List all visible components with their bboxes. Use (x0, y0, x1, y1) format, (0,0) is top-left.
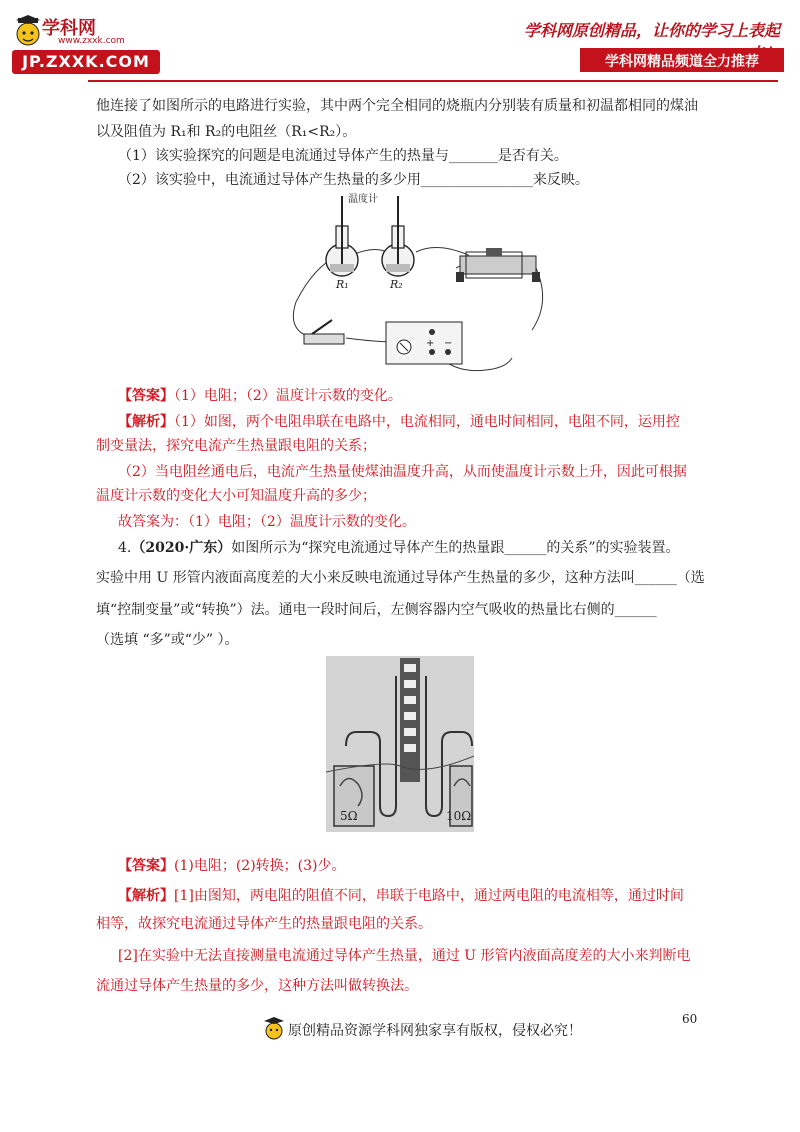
q3-analysis-1b: 制变量法，探究电流产生热量跟电阻的关系； (96, 438, 376, 454)
q4-analysis-2b: 流通过导体产生热量的多少，这种方法叫做转换法。 (96, 978, 418, 994)
header-slogan: 学科网原创精品，让你的学习上表起 (523, 21, 780, 40)
logo-domain[interactable]: JP.ZXXK.COM (22, 52, 150, 71)
q3-stem-line1: 他连接了如图所示的电路进行实验，其中两个完全相同的烧瓶内分别装有质量和初温都相同的煤油 (96, 98, 698, 114)
q3-answer-tag: 【答案】 (118, 388, 174, 404)
switch-icon (304, 320, 344, 344)
q4-source: （2020·广东） (131, 540, 232, 556)
svg-text:+: + (426, 338, 435, 349)
footer-mascot-icon (262, 1016, 286, 1042)
q3-stem-line2: 以及阻值为 R₁和 R₂的电阻丝（R₁<R₂）。 (96, 124, 357, 140)
label-10ohm: 10Ω (446, 809, 472, 823)
q4-analysis-2a: [2]在实验中无法直接测量电流通过导体产生热量，通过 U 形管内液面高度差的大小来判断电 (118, 948, 691, 964)
q3-analysis-2a: （2）当电阻丝通电后，电流产生热量使煤油温度升高，从而使温度计示数上升，因此可根据 (118, 464, 687, 480)
q3-analysis-1a-text: （1）如图，两个电阻串联在电路中，电流相同，通电时间相同，电阻不同，运用控 (174, 414, 680, 430)
power-supply-icon (386, 322, 462, 364)
u-tube-figure (326, 656, 474, 832)
q3-sub1: （1）该实验探究的问题是电流通过导体产生的热量与_______是否有关。 (118, 148, 568, 164)
rheostat-icon (456, 248, 540, 282)
flask-right-icon (382, 196, 414, 276)
recommend-text: 学科网精品频道全力推荐 (605, 54, 759, 70)
mascot-icon (12, 14, 46, 50)
page-number: 60 (682, 1012, 698, 1026)
q4-answer-tag: 【答案】 (118, 858, 174, 874)
q4-stem-line3: 填“控制变量”或“转换”）法。通电一段时间后，左侧容器内空气吸收的热量比右侧的______ (96, 602, 657, 618)
header-divider (88, 80, 778, 82)
q3-analysis-tag: 【解析】 (118, 414, 174, 430)
q4-answer (118, 856, 346, 876)
circuit-figure (286, 192, 556, 382)
q3-answer (118, 386, 402, 406)
q3-analysis-1a (118, 412, 680, 432)
q4-analysis-1a (118, 886, 684, 906)
label-r2: R₂ (390, 278, 403, 291)
q3-conclusion: 故答案为：（1）电阻；（2）温度计示数的变化。 (118, 514, 416, 530)
label-thermometer: 温度计 (348, 194, 378, 205)
q3-answer-text: （1）电阻；（2）温度计示数的变化。 (174, 388, 402, 404)
q3-sub2: （2）该实验中，电流通过导体产生热量的多少用________________来反映。 (118, 172, 589, 188)
label-5ohm: 5Ω (340, 809, 358, 823)
q4-analysis-1b: 相等，故探究电流通过导体产生的热量跟电阻的关系。 (96, 916, 432, 932)
q3-analysis-2b: 温度计示数的变化大小可知温度升高的多少； (96, 488, 376, 504)
logo-url: www.zxxk.com (58, 36, 125, 46)
q4-number: 4. (118, 540, 132, 556)
label-r1: R₁ (336, 278, 349, 291)
q4-stem-line4: （选填 “多”或“少” ）。 (96, 632, 239, 648)
q4-analysis-1a-text: [1]由图知，两电阻的阻值不同，串联于电路中，通过两电阻的电流相等，通过时间 (174, 888, 684, 904)
q4-line1-text: 如图所示为“探究电流通过导体产生的热量跟______的关系”的实验装置。 (231, 540, 680, 556)
q4-answer-text: (1)电阻；(2)转换；(3)少。 (174, 858, 346, 874)
q4-analysis-tag: 【解析】 (118, 888, 174, 904)
q4-stem-line1 (118, 538, 680, 558)
footer-copyright: 原创精品资源学科网独家享有版权，侵权必究！ (288, 1023, 582, 1039)
q4-stem-line2: 实验中用 U 形管内液面高度差的大小来反映电流通过导体产生热量的多少，这种方法叫______（选 (96, 570, 705, 586)
svg-text:−: − (444, 338, 453, 349)
logo-name: 学科网 (42, 18, 96, 39)
flask-left-icon (326, 196, 358, 276)
